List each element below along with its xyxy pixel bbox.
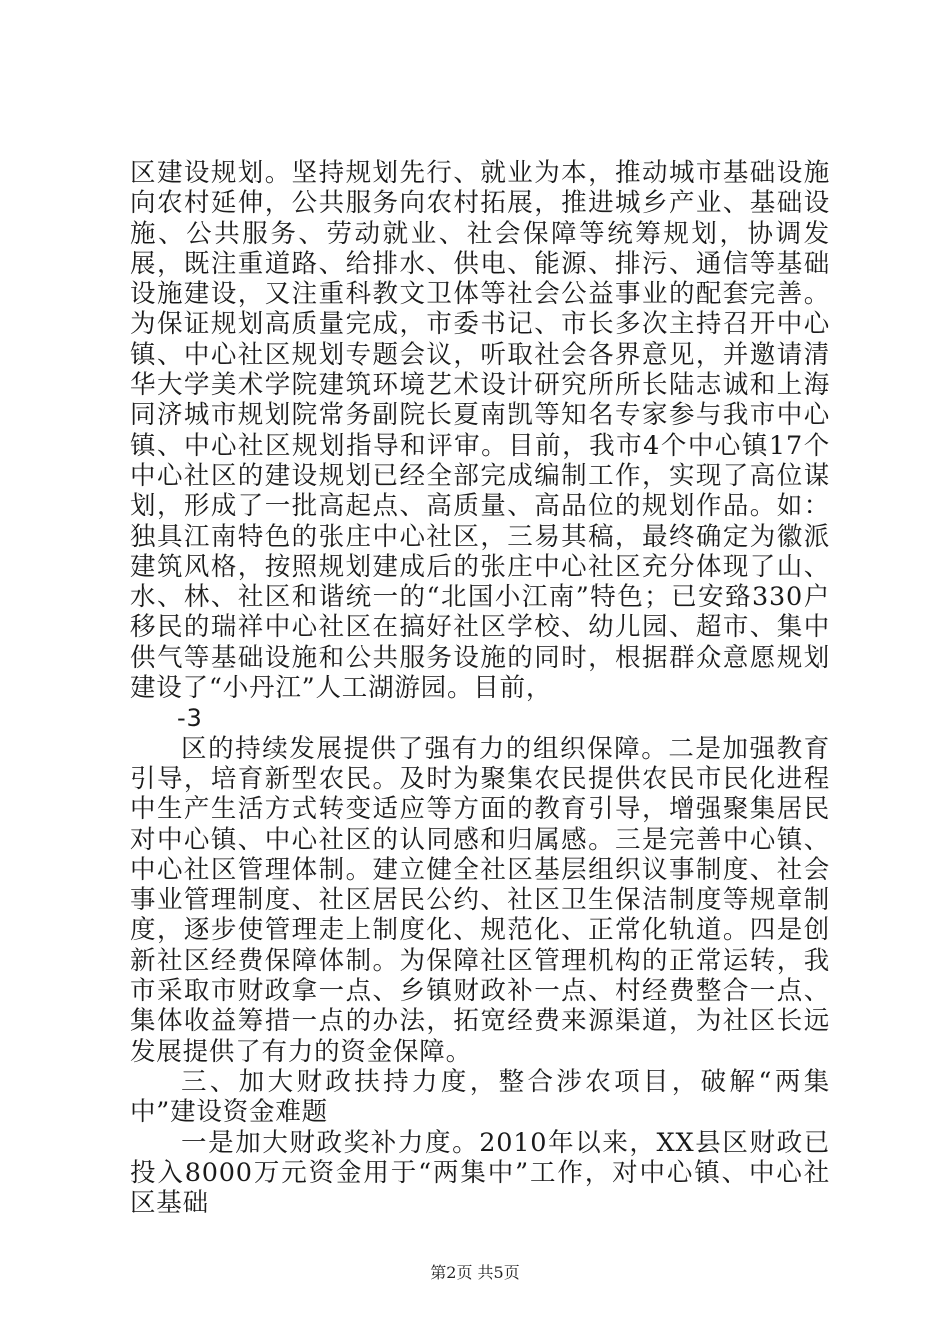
paragraph-finance: 一是加大财政奖补力度。2010年以来，XX县区财政已投入8000万元资金用于“两集中”工作，对中心镇、中心社区基础: [130, 1127, 830, 1219]
section-heading-finance: 三、加大财政扶持力度，整合涉农项目，破解“两集中”建设资金难题: [130, 1066, 830, 1128]
paragraph-planning: 区建设规划。坚持规划先行、就业为本，推动城市基础设施向农村延伸，公共服务向农村拓展，推进城乡产业、基础设施、公共服务、劳动就业、社会保障等统筹规划，协调发展，既注重道路、给排水、供电、能源、排污、通信等基础设施建设，又注重科教文卫体等社会公益事业的配套完善。为保证规划高质量完成，市委书记、市长多次主持召开中心镇、中心社区规划专题会议，听取社会各界意见，并邀请清华大学美术学院建筑环境艺术设计研究所所长陆志诚和上海同济城市规划院常务副院长夏南凯等知名专家参与我市中心镇、中心社区规划指导和评审。目前，我市4个中心镇17个中心社区的建设规划已经全部完成编制工作，实现了高位谋划，形成了一批高起点、高质量、高品位的规划作品。如：独具江南特色的张庄中心社区，三易其稿，最终确定为徽派建筑风格，按照规划建成后的张庄中心社区充分体现了山、水、林、社区和谐统一的“北国小江南”特色；已安臵330户移民的瑞祥中心社区在搞好社区学校、幼儿园、超市、集中供气等基础设施和公共服务设施的同时，根据群众意愿规划建设了“小丹江”人工湖游园。目前，: [130, 158, 830, 704]
page-footer: 第2页 共5页: [430, 1263, 520, 1282]
inline-page-marker: -3: [177, 704, 203, 733]
paragraph-management: 区的持续发展提供了强有力的组织保障。二是加强教育引导，培育新型农民。及时为聚集农民提供农民市民化进程中生产生活方式转变适应等方面的教育引导，增强聚集居民对中心镇、中心社区的认同感和归属感。三是完善中心镇、中心社区管理体制。建立健全社区基层组织议事制度、社会事业管理制度、社区居民公约、社区卫生保洁制度等规章制度，逐步使管理走上制度化、规范化、正常化轨道。四是创新社区经费保障体制。为保障社区管理机构的正常运转，我市采取市财政拿一点、乡镇财政补一点、村经费整合一点、集体收益筹措一点的办法，拓宽经费来源渠道，为社区长远发展提供了有力的资金保障。: [130, 733, 830, 1067]
document-body: [130, 158, 830, 1218]
